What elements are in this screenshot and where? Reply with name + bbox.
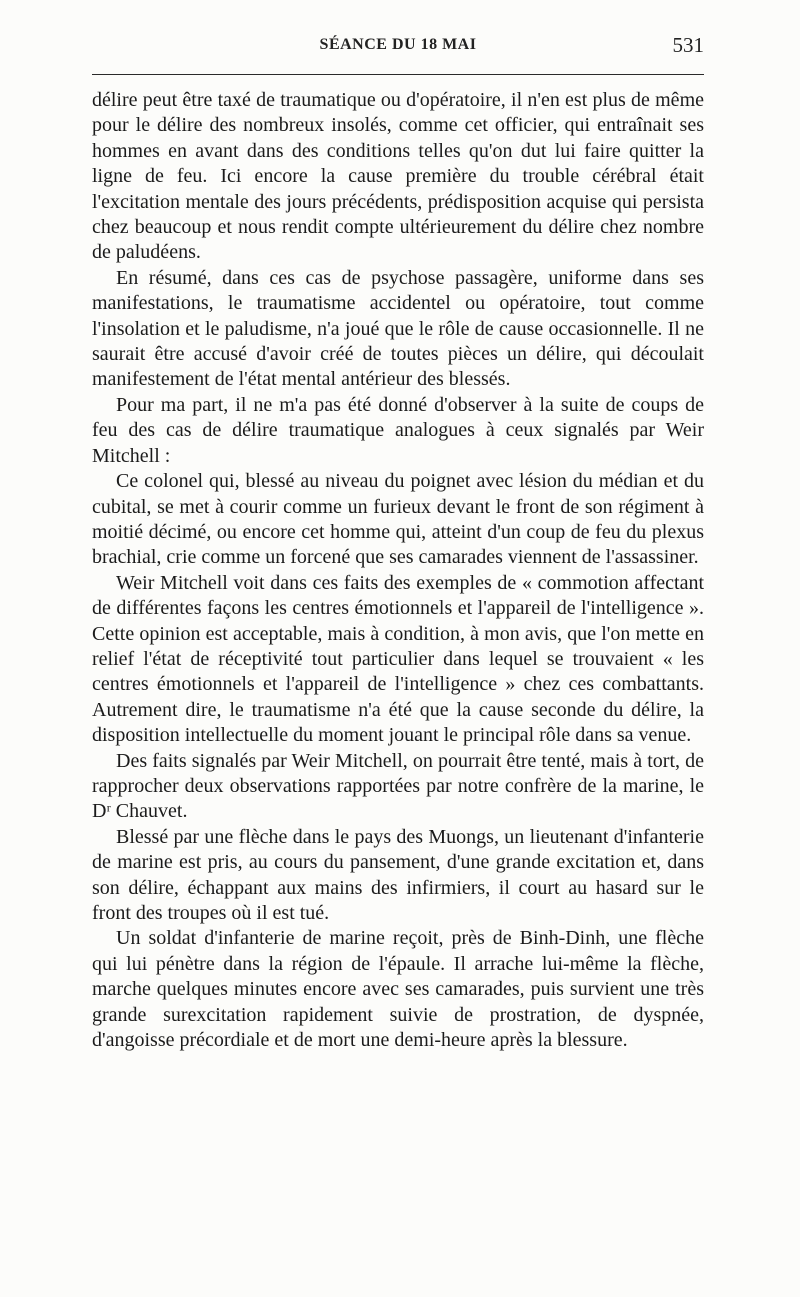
- body-text: [92, 88, 704, 1053]
- paragraph: Weir Mitchell voit dans ces faits des exemples de « commotion affectant de différentes façons les centres émotionnels et l'appareil de l'intelligence ». Cette opinion est acceptable, mais à condition, à mon avis, que l'on mette en relief l'état de réceptivité tout particulier dans lequel se trouvaient « les centres émotionnels et l'appareil de l'intelligence » chez ces combattants. Autrement dire, le traumatisme n'a été que la cause seconde du délire, la disposition intellectuelle du moment jouant le principal rôle dans sa venue.: [92, 571, 704, 747]
- header-title: SÉANCE DU 18 MAI: [319, 36, 477, 53]
- page-number: 531: [672, 33, 704, 57]
- running-header: [92, 33, 704, 58]
- header-rule: [92, 74, 704, 75]
- paragraph: Des faits signalés par Weir Mitchell, on pourrait être tenté, mais à tort, de rapprocher deux observations rapportées par notre confrère de la marine, le Dʳ Chauvet.: [92, 749, 704, 823]
- paragraph: Ce colonel qui, blessé au niveau du poignet avec lésion du médian et du cubital, se met à courir comme un furieux devant le front de son régiment à moitié décimé, ou encore cet homme qui, atteint d'un coup de feu du plexus brachial, crie comme un forcené que ses camarades viennent de l'assassiner.: [92, 470, 704, 569]
- paragraph: Pour ma part, il ne m'a pas été donné d'observer à la suite de coups de feu des cas de délire traumatique analogues à ceux signalés par Weir Mitchell :: [92, 393, 704, 467]
- paragraph: Blessé par une flèche dans le pays des Muongs, un lieutenant d'infanterie de marine est pris, au cours du pansement, d'une grande excitation et, dans son délire, échappant aux mains des infirmiers, il court au hasard sur le front des troupes où il est tué.: [92, 825, 704, 924]
- paragraph: Un soldat d'infanterie de marine reçoit, près de Binh-Dinh, une flèche qui lui pénètre dans la région de l'épaule. Il arrache lui-même la flèche, marche quelques minutes encore avec ses camarades, puis survient une très grande surexcitation rapidement suivie de prostration, de dyspnée, d'angoisse précordiale et de mort une demi-heure après la blessure.: [92, 927, 704, 1052]
- paragraph: délire peut être taxé de traumatique ou d'opératoire, il n'en est plus de même pour le délire des nombreux insolés, comme cet officier, qui entraînait ses hommes en avant dans des conditions telles qu'on dut lui faire quitter la ligne de feu. Ici encore la cause première du trouble cérébral était l'excitation mentale des jours précédents, prédisposition acquise qui persista chez beaucoup et nous rendit compte ultérieurement du délire chez nombre de paludéens.: [92, 89, 704, 264]
- paragraph: En résumé, dans ces cas de psychose passagère, uniforme dans ses manifestations, le traumatisme accidentel ou opératoire, tout comme l'insolation et le paludisme, n'a joué que le rôle de cause occasionnelle. Il ne saurait être accusé d'avoir créé de toutes pièces un délire, qui découlait manifestement de l'état mental antérieur des blessés.: [92, 266, 704, 391]
